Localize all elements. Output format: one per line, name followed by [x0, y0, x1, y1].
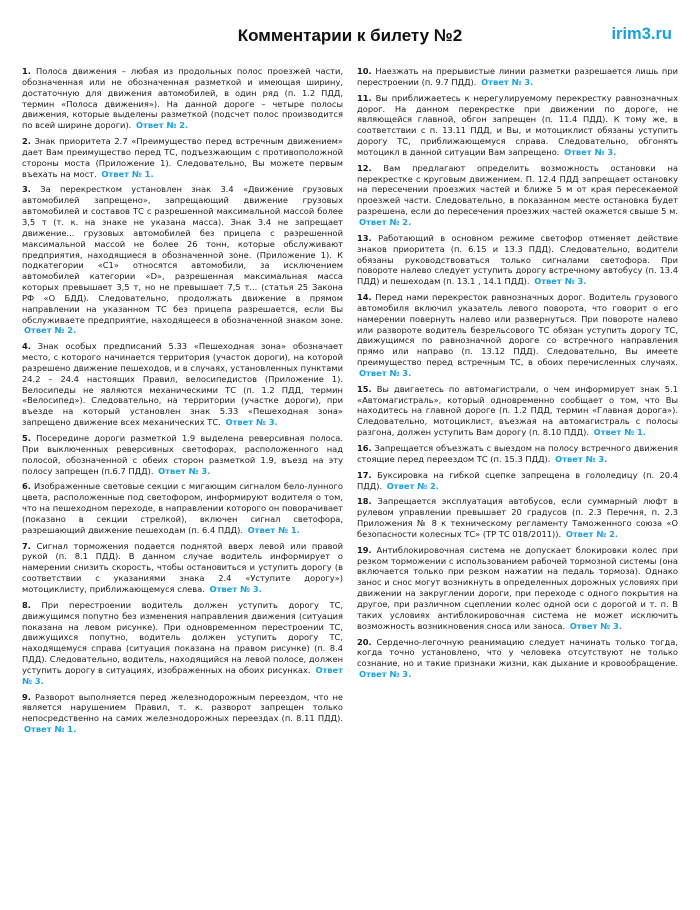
- item-number: 10.: [357, 66, 372, 76]
- item-text: Запрещается объезжать с выездом на полосу встречного движения стоящие перед переездом ТС (п. 15.3 ПДД).: [357, 443, 678, 464]
- page-header: [22, 16, 678, 60]
- comment-item-11: [357, 93, 678, 158]
- item-number: 7.: [22, 540, 31, 551]
- item-text: Знак особых предписаний 5.33 «Пешеходная зона» обозначает место, с которого начинается территория (участок дороги), на которой разрешено движение пешеходов, и в случаях, установленных пунктами 24.2 – 24.4 настоящих Правил, велосипедистов (Приложение 1). Велосипеды не являются механическими ТС (п. 1.2 ПДД, термин «Велосипед»). Следовательно, на территории (участке дороги), при въезде на который установлен знак 5.33 «Пешеходная зона» запрещено движение всех механических ТС.: [22, 341, 343, 428]
- content-columns: [22, 66, 678, 740]
- comment-item-15: [357, 384, 678, 438]
- comment-item-14: [357, 292, 678, 379]
- comment-item-20: [357, 637, 678, 680]
- item-text: Знак приоритета 2.7 «Преимущество перед встречным движением» дает Вам преимущество перед ТС, подъезжающим с противоположной стороны моста (Приложение 1). Следовательно, Вы можете первым въехать на мост.: [22, 136, 344, 179]
- comment-item-12: [357, 163, 678, 228]
- answer-label: Ответ № 2.: [24, 325, 77, 336]
- item-text: Работающий в основном режиме светофор отменяет действие знаков приоритета (п. 6.15 и 13.3 ПДД). Следовательно, водители обязаны руководствоваться только сигналами светофора. При повороте налево следует уступить дорогу встречному автобусу (п. 13.4 ПДД) и пешеходам (п. 13.1 , 14.1 ПДД).: [357, 232, 678, 287]
- item-number: 1.: [22, 66, 31, 76]
- comment-item-19: [357, 545, 678, 632]
- answer-label: Ответ № 3.: [359, 367, 412, 378]
- item-text: Перед нами перекресток равнозначных дорог. Водитель грузового автомобиля включил указатель левого поворота, что говорит о его намерении повернуть налево или развернуться. При повороте налево или развороте водитель безрельсового ТС обязан уступить дорогу ТС, движущимся по равнозначной дороге со встречного направления прямо или направо (п. 13.12 ПДД). Следовательно, Вы имеете преимущество перед встречным ТС, в обоих перечисленных случаях.: [357, 292, 678, 368]
- site-name[interactable]: irim3.ru: [611, 25, 672, 43]
- answer-label: Ответ № 3.: [569, 620, 622, 631]
- answer-label: Ответ № 1.: [101, 168, 154, 179]
- item-number: 9.: [22, 691, 31, 702]
- comment-item-2: [22, 136, 343, 179]
- item-text: Разворот выполняется перед железнодорожным переездом, что не является нарушением Правил, т. к. разворот запрещен только непосредственно на самих железнодорожных переездах (п. 8.11 ПДД).: [22, 691, 343, 724]
- item-text: Буксировка на гибкой сцепке запрещена в гололедицу (п. 20.4 ПДД).: [357, 469, 679, 491]
- comment-item-5: [22, 433, 343, 476]
- item-number: 6.: [22, 481, 31, 492]
- item-number: 8.: [22, 599, 31, 610]
- item-number: 12.: [357, 162, 372, 173]
- comment-item-1: [22, 66, 343, 131]
- answer-label: Ответ № 2.: [359, 216, 412, 227]
- comment-item-3: [22, 184, 343, 336]
- item-text: Полоса движения – любая из продольных полос проезжей части, обозначенная или не обозначенная разметкой и имеющая ширину, достаточную для движения автомобилей, в один ряд (п. 1.2 ПДД, термин «Полоса движения»). На данной дороге – четыре полосы движения, которые выделены разметкой (подсчет полос производится по всей ширине дороги).: [22, 66, 343, 131]
- item-text: Посередине дороги разметкой 1.9 выделена реверсивная полоса. При выключенных реверсивных светофорах, расположенного над полосой, обозначенной с обеих сторон разметкой 1.9, въезд на эту полосу запрещен (п.6.7 ПДД).: [22, 433, 343, 476]
- comment-item-4: [22, 341, 343, 428]
- answer-label: Ответ № 2.: [135, 120, 189, 131]
- answer-label: Ответ № 2.: [386, 480, 439, 491]
- item-text: Наезжать на прерывистые линии разметки разрешается лишь при перестроении (п. 9.7 ПДД).: [357, 66, 679, 87]
- answer-label: Ответ № 3.: [564, 146, 617, 157]
- item-number: 18.: [357, 496, 372, 507]
- comment-item-9: [22, 692, 343, 735]
- item-number: 2.: [22, 136, 31, 147]
- item-number: 15.: [357, 383, 372, 394]
- comment-item-6: [22, 481, 343, 535]
- item-number: 16.: [357, 443, 372, 453]
- answer-label: Ответ № 3.: [225, 417, 278, 428]
- item-number: 3.: [22, 184, 31, 195]
- answer-label: Ответ № 3.: [22, 664, 343, 686]
- answer-label: Ответ № 3.: [534, 276, 587, 287]
- answer-label: Ответ № 1.: [593, 427, 646, 438]
- item-number: 11.: [357, 92, 372, 103]
- comment-item-17: [357, 470, 678, 492]
- left-column: [22, 66, 343, 740]
- item-number: 17.: [357, 469, 372, 480]
- item-text: Вы двигаетесь по автомагистрали, о чем информирует знак 5.1 «Автомагистраль», который одновременно сообщает о том, что Вы находитесь на главной дороге (п. 1.2 ПДД, термин «Главная дорога»). Следовательно, мотоциклист, въезжая на автомагистраль с полосы разгона, должен уступить Вам дорогу (п. 8.10 ПДД).: [357, 383, 679, 438]
- answer-label: Ответ № 1.: [24, 724, 77, 735]
- comment-item-10: [357, 66, 678, 88]
- comment-item-18: [357, 496, 678, 539]
- right-column: [357, 66, 678, 740]
- item-number: 4.: [22, 341, 31, 352]
- comment-item-16: [357, 443, 678, 465]
- item-text: Вы приближаетесь к нерегулируемому перекрестку равнозначных дорог. На данном перекрестке при движении по дороге, не являющейся главной, обгон запрещен (п. 11.4 ПДД). К тому же, в соответствии с п. 13.11 ПДД, и Вы, и мотоциклист обязаны уступить дорогу ТС, приближающемуся справа. Следовательно, обгонять мотоцикл в данной ситуации Вам запрещено.: [357, 92, 678, 157]
- item-text: При перестроении водитель должен уступить дорогу ТС, движущимся попутно без изменения направления движения (ситуация показана на левом рисунке). При одновременном перестроении ТС, движущихся попутно, водитель должен уступить дорогу ТС, находящемуся справа (ситуация показана на правом рисунке) (п. 8.4 ПДД). Следовательно, водитель, находящийся на левой полосе, должен уступить дорогу в ситуациях, изображенных на обоих рисунках.: [22, 599, 344, 675]
- answer-label: Ответ № 2.: [565, 528, 619, 539]
- answer-label: Ответ № 3.: [158, 465, 211, 476]
- answer-label: Ответ № 3.: [209, 583, 262, 594]
- item-text: Запрещается эксплуатация автобусов, если суммарный люфт в рулевом управлении превышает 20 градусов (п. 2.3 Перечня, п. 2.3 Приложения № 8 к техническому регламенту Таможенного союза «О безопасности колесных ТС» (ТР ТС 018/2011)).: [357, 496, 678, 539]
- item-text: За перекрестком установлен знак 3.4 «Движение грузовых автомобилей запрещено», запрещающий движение грузовых автомобилей и составов ТС с разрешенной максимальной массой более 3,5 т (т. к. на знаке не указана масса). Знак 3.4 не запрещает движение... грузовых автомобилей без прицепа с разрешенной максимальной массой не более 26 тонн, которые обслуживают предприятия, находящиеся в обозначенной зоне. (Приложение 1). К подкатегории «С1» относятся автомобили, за исключением автомобилей категории «D», разрешенная максимальная масса которых превышает 3,5 т, но не превышает 7,5 т... (статья 25 Закона РФ «О БДД). Следовательно, продолжать движение в прямом направлении на указанном ТС без прицепа разрешается, если Вы обслуживаете предприятие, находящееся в обозначенной знаком зоне.: [22, 184, 343, 325]
- item-number: 13.: [357, 232, 372, 243]
- comment-item-7: [22, 541, 343, 595]
- answer-label: Ответ № 1.: [247, 524, 300, 535]
- answer-label: Ответ № 3.: [359, 669, 412, 680]
- comment-item-8: [22, 600, 343, 687]
- answer-label: Ответ № 3.: [481, 76, 534, 87]
- page-title: Комментарии к билету №2: [237, 26, 463, 45]
- item-text: Сигнал торможения подается поднятой вверх левой или правой рукой (п. 8.1 ПДД). В данном случае водитель информирует о намерении снизить скорость, чтобы остановиться и уступить дорогу (в соответствии с указаниями знака 2.4 «Уступите дорогу») мотоциклисту, приближающемуся слева.: [22, 540, 343, 594]
- item-text: Сердечно-легочную реанимацию следует начинать только тогда, когда точно установлено, что у человека отсутствуют не только сознание, но и такие признаки жизни, как дыхание и кровообращение.: [357, 636, 678, 669]
- item-text: Вам предлагают определить возможность остановки на перекрестке с круговым движением. П. 12.4 ПДД запрещает остановку на пересечении проезжих частей и ближе 5 м от края пересекаемой проезжей части. Следовательно, в показанном месте остановка будет разрешена, если до пересечения проезжих частей окажется свыше 5 м.: [357, 162, 678, 217]
- item-number: 14.: [357, 292, 372, 303]
- comment-item-13: [357, 233, 678, 287]
- item-number: 5.: [22, 433, 31, 443]
- item-text: Изображенные световые секции с мигающим сигналом бело-лунного цвета, расположенные под светофором, информируют водителя о том, что на пешеходном переходе, в направлении которого он поворачивает (показано в секции стрелкой), включен сигнал светофора, разрешающий движение пешеходам (п. 6.4 ПДД).: [22, 481, 343, 535]
- item-number: 20.: [357, 636, 372, 647]
- item-text: Антиблокировочная система не допускает блокировки колес при резком торможении с использованием рабочей тормозной системы (она включается только при резком нажатии на педаль тормоза). Однако занос и снос могут возникнуть в определенных дорожных условиях при движении на закруглении дороги, при переходе с одного покрытия на другое, при различном сцеплении колес одной оси с дорогой и т. п. В таких условиях антиблокировочная система не может исключить возможность возникновения сноса или заноса.: [357, 544, 678, 631]
- answer-label: Ответ № 3.: [555, 453, 608, 464]
- item-number: 19.: [357, 544, 372, 555]
